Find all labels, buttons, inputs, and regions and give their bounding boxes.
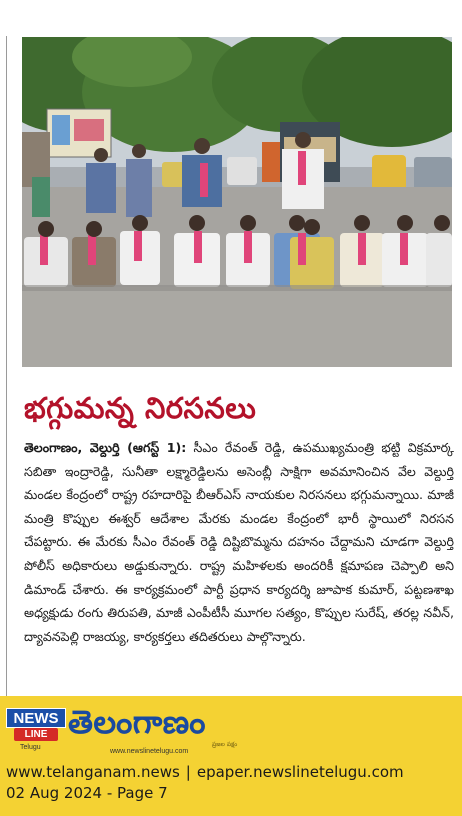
news-photo [22, 37, 452, 367]
edition-date-page: 02 Aug 2024 - Page 7 [6, 784, 168, 802]
masthead-url: www.newslinetelugu.com [110, 748, 189, 755]
link-separator: | [185, 763, 191, 781]
clipping-border [6, 36, 7, 696]
newsline-logo [6, 708, 66, 742]
article-text: సీఎం రేవంత్ రెడ్డి, ఉపముఖ్యమంత్రి భట్టి విక్రమార్క సబితా ఇంద్రారెడ్డి, సునీతా లక్ష్మారెడ్డిలను అసెంబ్లీ సాక్షిగా అవమానించిన వేల వెల్దుర్తి మండల కేంద్రంలో రాష్ట్ర రహదారిపై బీఆర్ఎస్ నాయకుల నిరసనలు భగ్గుమన్నాయి. మాజీ మంత్రి కొప్పుల ఈశ్వర్ ఆదేశాల మేరకు మండల కేంద్రంలో భారీ స్థాయిలో నిరసన చేపట్టారు. ఈ మేరకు సీఎం రేవంత్ రెడ్డి దిష్టిబొమ్మను దహనం చేద్దామని చూడగా వెల్దుర్తి పోలీస్ అధికారులు అడ్డుకున్నారు. రాష్ట్ర మహిళలకు అందరికీ క్షమాపణ చెప్పాలి అని డిమాండ్ చేశారు. ఈ కార్యక్రమంలో పార్టీ ప్రధాన కార్యదర్శి జూపాక కుమార్, పట్టణశాఖ అధ్యక్షుడు రంగు తిరుపతి, మాజీ ఎంపీటీసీ మూగల సత్యం, కొప్పుల సురేష్, తరల్ల నవీన్, ద్యావనపెల్లి రాజయ్య, కార్యకర్తలు తదితరులు పాల్గొన్నారు. [24, 440, 454, 644]
article-body [24, 436, 454, 648]
epaper-link[interactable]: epaper.newslinetelugu.com [196, 763, 404, 781]
masthead-tagline: ప్రజల పక్షం [212, 741, 238, 748]
article-dateline: తెలంగాణం, వెల్దుర్తి (ఆగస్ట్ 1): [24, 440, 187, 455]
website-link[interactable]: www.telanganam.news [6, 763, 180, 781]
footer-links [6, 763, 404, 781]
epaper-footer [0, 696, 462, 816]
logo-news-text: NEWS [6, 708, 66, 728]
masthead-title: తెలంగాణం [68, 703, 206, 741]
logo-subtitle: Telugu [20, 744, 41, 751]
article-headline: భగ్గుమన్న నిరసనలు [24, 391, 257, 425]
logo-line-text: LINE [14, 728, 58, 741]
